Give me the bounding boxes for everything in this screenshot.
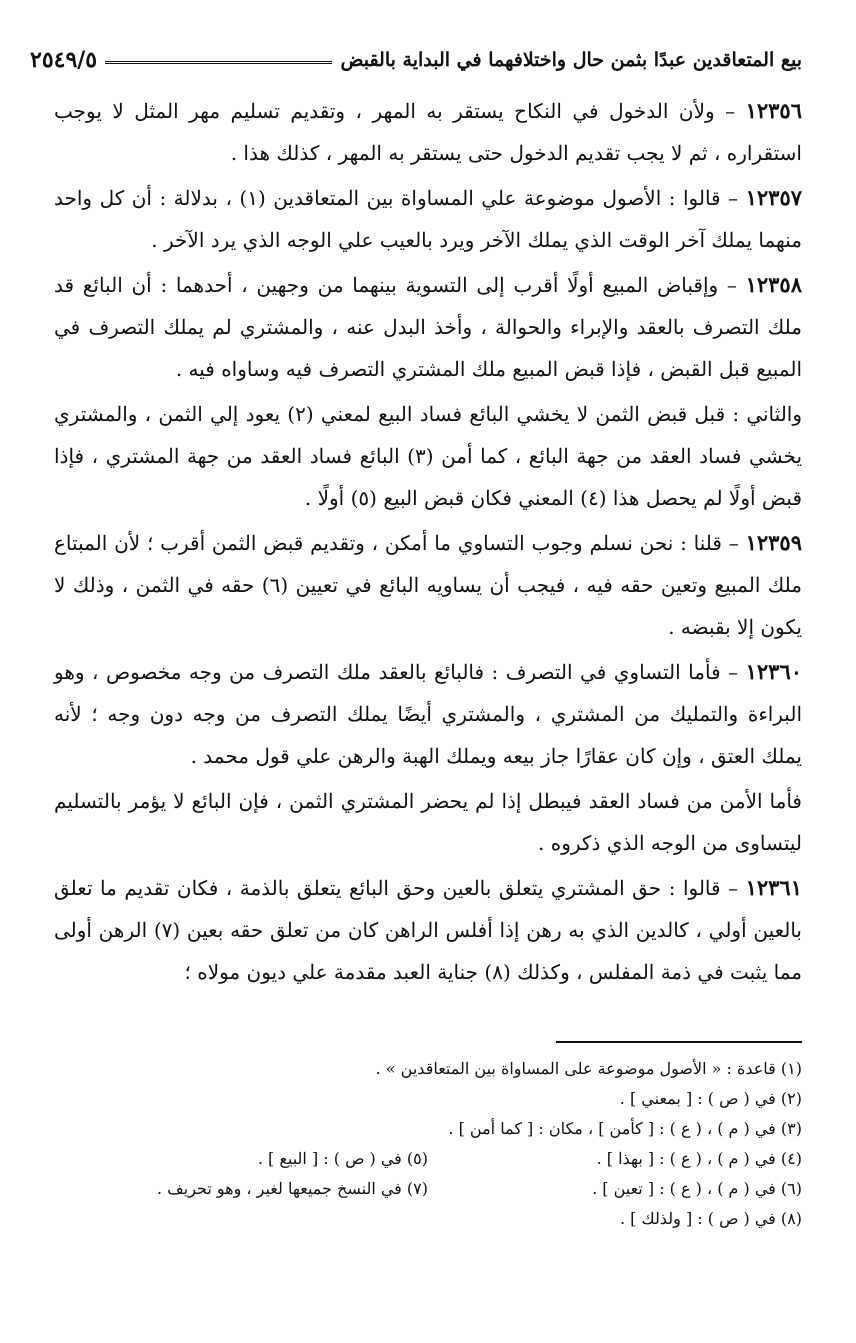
footnote-6: (٦) في ( م ) ، ( ع ) : [ تعين ] . bbox=[592, 1179, 802, 1198]
paragraph-text: – فأما التساوي في التصرف : فالبائع بالعقد ملك التصرف من وجه مخصوص ، وهو البراءة والتمليك من المشتري ، والمشتري أيضًا يملك التصرف من وجه دون وجه ؛ لأنه يملك العتق ، وإن كان عقارًا جاز بيعه ويملك الهبة والرهن علي قول محمد . bbox=[54, 660, 802, 768]
paragraph bbox=[54, 780, 802, 864]
paragraph-text: والثاني : قبل قبض الثمن لا يخشي البائع فساد البيع لمعني (٢) يعود إلي الثمن ، والمشتري يخشي فساد العقد من جهة البائع ، كما أمن (٣) البائع فساد العقد من جهة المشتري ، فإذا قبض أولًا لم يحصل هذا (٤) المعني فكان قبض البيع (٥) أولًا . bbox=[54, 402, 803, 510]
header-rule bbox=[105, 61, 332, 64]
header-title: بيع المتعاقدين عبدًا بثمن حال واختلافهما في البداية بالقبض bbox=[340, 49, 802, 71]
main-text bbox=[54, 90, 802, 996]
paragraph-number: ١٢٣٥٩ bbox=[745, 530, 802, 555]
paragraph-number: ١٢٣٥٧ bbox=[745, 185, 803, 210]
footnote-2: (٢) في ( ص ) : [ بمعني ] . bbox=[619, 1089, 802, 1108]
footnote-line bbox=[54, 1114, 802, 1144]
paragraph-text: – وإقباض المبيع أولًا أقرب إلى التسوية بينهما من وجهين ، أحدهما : أن البائع قد ملك التصرف بالعقد والإبراء والحوالة ، وأخذ البدل عنه ، والمشتري لم يملك التصرف في المبيع قبل القبض ، فإذا قبض المبيع ملك المشتري التصرف فيه وساواه فيه . bbox=[54, 273, 802, 381]
footnote-3: (٣) في ( م ) ، ( ع ) : [ كأمن ] ، مكان : [ كما أمن ] . bbox=[448, 1119, 802, 1138]
paragraph bbox=[54, 90, 802, 174]
footnote-line bbox=[54, 1174, 802, 1204]
paragraph-text: – قالوا : الأصول موضوعة علي المساواة بين المتعاقدين (١) ، بدلالة : أن كل واحد منهما يملك آخر الوقت الذي يملك الآخر ويرد بالعيب علي الوجه الذي يرد الآخر . bbox=[54, 186, 802, 252]
paragraph-text: – قلنا : نحن نسلم وجوب التساوي ما أمكن ، وتقديم قبض الثمن أقرب ؛ لأن المبتاع ملك المبيع وتعين حقه فيه ، فيجب أن يساويه البائع في تعيين (٦) حقه في الثمن ، وذلك لا يكون إلا بقبضه . bbox=[54, 531, 802, 639]
paragraph bbox=[54, 522, 802, 648]
paragraph-number: ١٢٣٦١ bbox=[745, 875, 802, 900]
paragraph-text: فأما الأمن من فساد العقد فيبطل إذا لم يحضر المشتري الثمن ، فإن البائع لا يؤمر بالتسليم ليتساوى من الوجه الذي ذكروه . bbox=[54, 789, 802, 855]
running-header bbox=[30, 42, 802, 78]
paragraph-text: – ولأن الدخول في النكاح يستقر به المهر ، وتقديم تسليم مهر المثل لا يوجب استقراره ، ثم لا يجب تقديم الدخول حتى يستقر به المهر ، كذلك هذا . bbox=[54, 99, 802, 165]
paragraph bbox=[54, 177, 802, 261]
footnote-line bbox=[54, 1054, 802, 1084]
footnote-8: (٨) في ( ص ) : [ ولذلك ] . bbox=[620, 1209, 802, 1228]
footnote-line bbox=[54, 1144, 802, 1174]
paragraph bbox=[54, 393, 802, 519]
footnote-line bbox=[54, 1084, 802, 1114]
footnote-divider bbox=[556, 1041, 802, 1043]
footnote-4: (٤) في ( م ) ، ( ع ) : [ بهذا ] . bbox=[596, 1149, 802, 1168]
paragraph-number: ١٢٣٥٦ bbox=[745, 98, 802, 123]
page-reference: ٢٥٤٩/٥ bbox=[30, 47, 98, 73]
footnotes bbox=[54, 1054, 802, 1234]
paragraph bbox=[54, 867, 802, 993]
footnote-1: (١) قاعدة : « الأصول موضوعة على المساواة بين المتعاقدين » . bbox=[375, 1059, 802, 1078]
paragraph-text: – قالوا : حق المشتري يتعلق بالعين وحق البائع يتعلق بالذمة ، فكان تقديم ما تعلق بالعين أولي ، كالدين الذي به رهن إذا أفلس الراهن كان من تعلق حقه بعين (٧) الرهن أولى مما يثبت في ذمة المفلس ، وكذلك (٨) جناية العبد مقدمة علي ديون مولاه ؛ bbox=[54, 876, 803, 984]
paragraph bbox=[54, 264, 802, 390]
footnote-line bbox=[54, 1204, 802, 1234]
footnote-5: (٥) في ( ص ) : [ البيع ] . bbox=[257, 1149, 428, 1168]
paragraph bbox=[54, 651, 802, 777]
paragraph-number: ١٢٣٦٠ bbox=[745, 659, 803, 684]
footnote-7: (٧) في النسخ جميعها لغير ، وهو تحريف . bbox=[157, 1179, 428, 1198]
paragraph-number: ١٢٣٥٨ bbox=[745, 272, 802, 297]
